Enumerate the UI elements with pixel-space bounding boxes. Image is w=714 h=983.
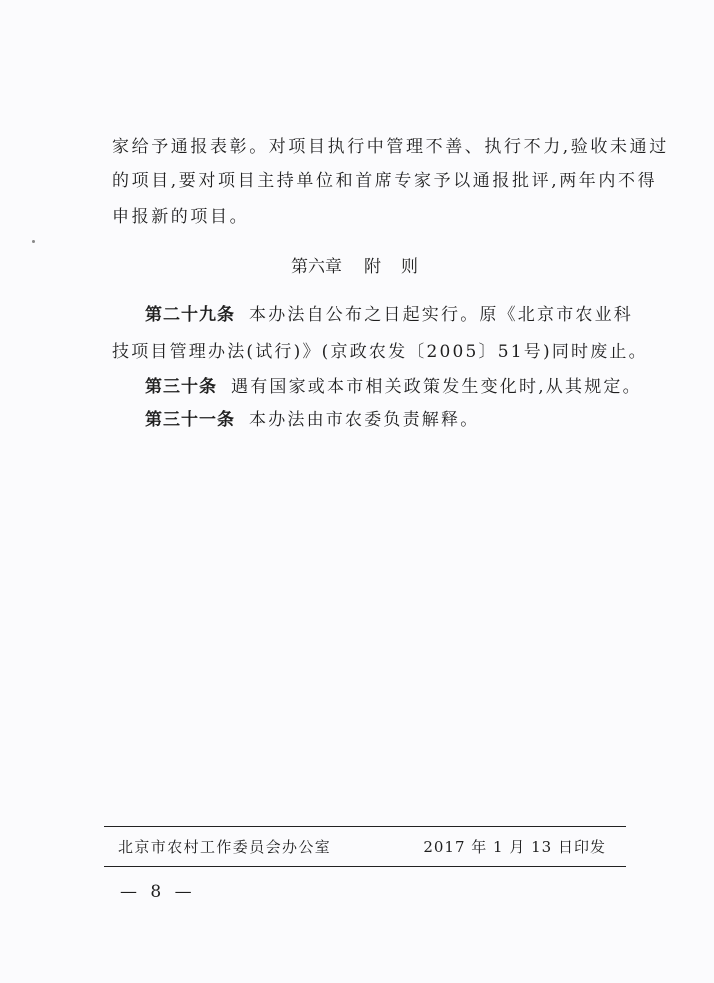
article-30: [145, 372, 642, 397]
bleed-through-text: [130, 120, 650, 840]
body-line-2: 的项目,要对项目主持单位和首席专家予以通报批评,两年内不得: [112, 171, 658, 191]
page-number: — 8 —: [120, 882, 196, 902]
article-number: 第二十九条: [145, 305, 235, 325]
article-number: 第三十一条: [145, 410, 235, 430]
article-29: [145, 300, 633, 325]
article-text: 本办法自公布之日起实行。原《北京市农业科: [249, 305, 633, 325]
body-line-3: 申报新的项目。: [112, 207, 250, 227]
article-31: [145, 405, 479, 430]
footer-rule-bottom: [104, 866, 626, 867]
chapter-number: 第六章: [291, 257, 342, 277]
article-29-continuation: 技项目管理办法(试行)》(京政农发〔2005〕51号)同时废止。: [112, 342, 648, 362]
issuer-name: 北京市农村工作委员会办公室: [118, 838, 332, 856]
footer-rule-top: [104, 826, 626, 827]
article-number: 第三十条: [145, 377, 217, 397]
article-text: 遇有国家或本市相关政策发生变化时,从其规定。: [231, 377, 642, 397]
chapter-heading: [291, 252, 418, 277]
scan-speck: [32, 240, 35, 243]
body-line-1: 家给予通报表彰。对项目执行中管理不善、执行不力,验收未通过: [112, 137, 669, 157]
chapter-title-char-1: 附: [364, 257, 381, 277]
chapter-title-char-2: 则: [401, 257, 418, 277]
article-text: 本办法由市农委负责解释。: [249, 410, 480, 430]
issue-date: 2017 年 1 月 13 日印发: [423, 838, 606, 856]
